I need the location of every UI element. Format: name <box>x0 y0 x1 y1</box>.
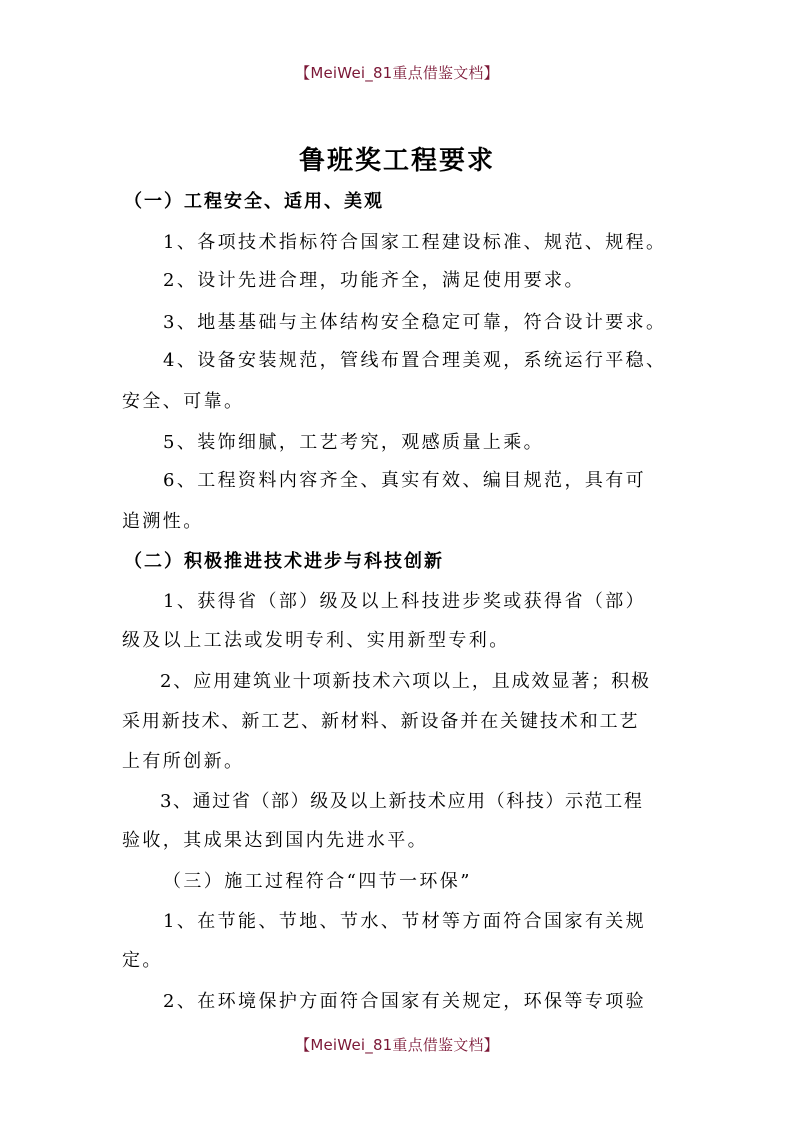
paragraph-line: 3、地基基础与主体结构安全稳定可靠，符合设计要求。 <box>163 312 667 333</box>
paragraph-line: 上有所创新。 <box>122 751 245 772</box>
paragraph-line: 2、在环境保护方面符合国家有关规定，环保等专项验 <box>163 991 647 1012</box>
paragraph-line: 安全、可靠。 <box>122 391 245 412</box>
section-heading-3: （三）施工过程符合“四节一环保” <box>163 871 472 892</box>
paragraph-line: 定。 <box>122 950 163 971</box>
section-heading-2: （二）积极推进技术进步与科技创新 <box>124 551 444 572</box>
header-banner: 【MeiWei_81重点借鉴文档】 <box>295 64 499 82</box>
paragraph-line: 1、在节能、节地、节水、节材等方面符合国家有关规 <box>163 911 647 932</box>
paragraph-line: 追溯性。 <box>122 511 204 532</box>
paragraph-line: 2、设计先进合理，功能齐全，满足使用要求。 <box>163 270 585 291</box>
paragraph-line: 1、获得省（部）级及以上科技进步奖或获得省（部） <box>163 591 647 612</box>
paragraph-line: 验收，其成果达到国内先进水平。 <box>122 830 428 851</box>
paragraph-line: 1、各项技术指标符合国家工程建设标准、规范、规程。 <box>163 232 667 253</box>
paragraph-line: 6、工程资料内容齐全、真实有效、编目规范，具有可 <box>163 470 647 491</box>
paragraph-line: 2、应用建筑业十项新技术六项以上，且成效显著；积极 <box>160 671 651 692</box>
paragraph-line: 3、通过省（部）级及以上新技术应用（科技）示范工程 <box>160 791 644 812</box>
paragraph-line: 4、设备安装规范，管线布置合理美观，系统运行平稳、 <box>163 350 667 371</box>
paragraph-line: 5、装饰细腻，工艺考究，观感质量上乘。 <box>163 432 545 453</box>
footer-banner: 【MeiWei_81重点借鉴文档】 <box>295 1036 499 1054</box>
section-heading-1: （一）工程安全、适用、美观 <box>124 191 384 212</box>
page-title: 鲁班奖工程要求 <box>298 146 495 176</box>
paragraph-line: 级及以上工法或发明专利、实用新型专利。 <box>122 630 510 651</box>
paragraph-line: 采用新技术、新工艺、新材料、新设备并在关键技术和工艺 <box>122 711 640 732</box>
